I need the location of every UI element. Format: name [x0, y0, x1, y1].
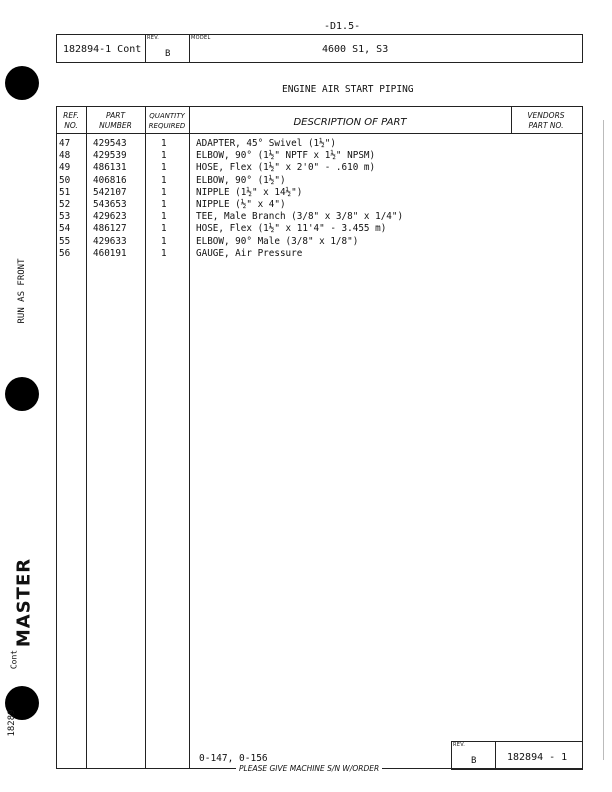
col-qty-header: QUANTITY REQUIRED — [148, 112, 186, 130]
table-row — [55, 199, 569, 211]
row-ref: 52 — [59, 199, 71, 210]
row-quantity: 1 — [161, 138, 167, 149]
table-row — [55, 162, 569, 174]
col-desc-header: DESCRIPTION OF PART — [293, 117, 407, 128]
row-part-number: 429543 — [93, 138, 127, 149]
footer-doc-number: 182894 - 1 — [507, 752, 568, 763]
row-description: HOSE, Flex (1½" x 11'4" - 3.455 m) — [196, 223, 387, 235]
table-row — [55, 223, 569, 235]
row-ref: 54 — [59, 223, 71, 235]
row-ref: 50 — [59, 174, 71, 186]
margin-side-code: 18289 — [7, 709, 17, 737]
footer-notice: PLEASE GIVE MACHINE S/N W/ORDER — [236, 764, 382, 773]
margin-run-as-front: RUN AS FRONT — [17, 258, 27, 324]
row-part-number: 429633 — [93, 235, 127, 247]
row-ref: 48 — [59, 150, 71, 162]
row-description: ELBOW, 90° (1½") — [196, 174, 286, 186]
table-row — [55, 187, 569, 199]
row-description: GAUGE, Air Pressure — [196, 247, 303, 259]
col-vendor-header: VENDORS PART NO. — [527, 111, 565, 130]
row-description: ELBOW, 90° Male (3/8" x 1/8") — [196, 235, 359, 247]
row-quantity: 1 — [161, 211, 167, 223]
row-description: TEE, Male Branch (3/8" x 3/8" x 1/4") — [196, 211, 404, 223]
right-edge-line — [603, 120, 604, 760]
binder-hole-middle — [5, 377, 39, 411]
row-description: ELBOW, 90° (1½" NPTF x 1½" NPSM) — [196, 150, 376, 162]
row-part-number: 486127 — [93, 223, 127, 235]
row-quantity: 1 — [161, 235, 167, 247]
row-ref: 49 — [59, 162, 71, 174]
header-model-value: 4600 S1, S3 — [322, 44, 389, 55]
row-quantity: 1 — [161, 186, 167, 198]
row-quantity: 1 — [161, 247, 167, 259]
footer-rev-value: B — [471, 756, 477, 766]
margin-side-cont: Cont — [9, 649, 19, 670]
row-description: NIPPLE (1½" x 14½") — [196, 186, 303, 198]
row-part-number: 486131 — [93, 162, 127, 174]
footer-rev-label: REV. — [453, 742, 466, 748]
row-ref: 56 — [59, 247, 71, 259]
header-part-code: 182894-1 Cont — [63, 44, 142, 55]
row-part-number: 406816 — [93, 174, 127, 186]
row-quantity: 1 — [161, 150, 167, 162]
row-quantity: 1 — [161, 162, 167, 174]
row-ref: 55 — [59, 235, 71, 247]
row-description: HOSE, Flex (1½" x 2'0" - .610 m) — [196, 162, 376, 174]
row-part-number: 429539 — [93, 150, 127, 162]
row-part-number: 543653 — [93, 199, 127, 210]
row-description: NIPPLE (½" x 4") — [196, 199, 286, 210]
header-rev-label: REV. — [147, 35, 160, 41]
row-quantity: 1 — [161, 199, 167, 210]
row-quantity: 1 — [161, 223, 167, 235]
row-ref: 51 — [59, 186, 71, 198]
row-part-number: 542107 — [93, 186, 127, 198]
row-ref: 47 — [59, 138, 71, 149]
row-quantity: 1 — [161, 174, 167, 186]
row-part-number: 429623 — [93, 211, 127, 223]
col-ref-header: REF. NO. — [63, 111, 79, 130]
margin-master-stamp: MASTER — [13, 557, 35, 648]
table-row — [55, 211, 569, 223]
header-model-label: MODEL — [191, 35, 211, 41]
col-part-header: PART NUMBER — [99, 111, 132, 130]
footer-codes: 0-147, 0-156 — [199, 753, 268, 764]
table-row — [55, 138, 569, 150]
table-row — [55, 150, 569, 162]
row-part-number: 460191 — [93, 247, 127, 259]
binder-hole-top — [5, 66, 39, 100]
page-title: ENGINE AIR START PIPING — [282, 84, 414, 95]
header-rev-value: B — [165, 49, 171, 59]
page-id: -D1.5- — [324, 21, 361, 32]
table-row — [55, 175, 569, 187]
table-row — [55, 236, 569, 248]
row-ref: 53 — [59, 211, 71, 223]
row-description: ADAPTER, 45° Swivel (1½") — [196, 138, 336, 149]
table-row — [55, 248, 569, 260]
